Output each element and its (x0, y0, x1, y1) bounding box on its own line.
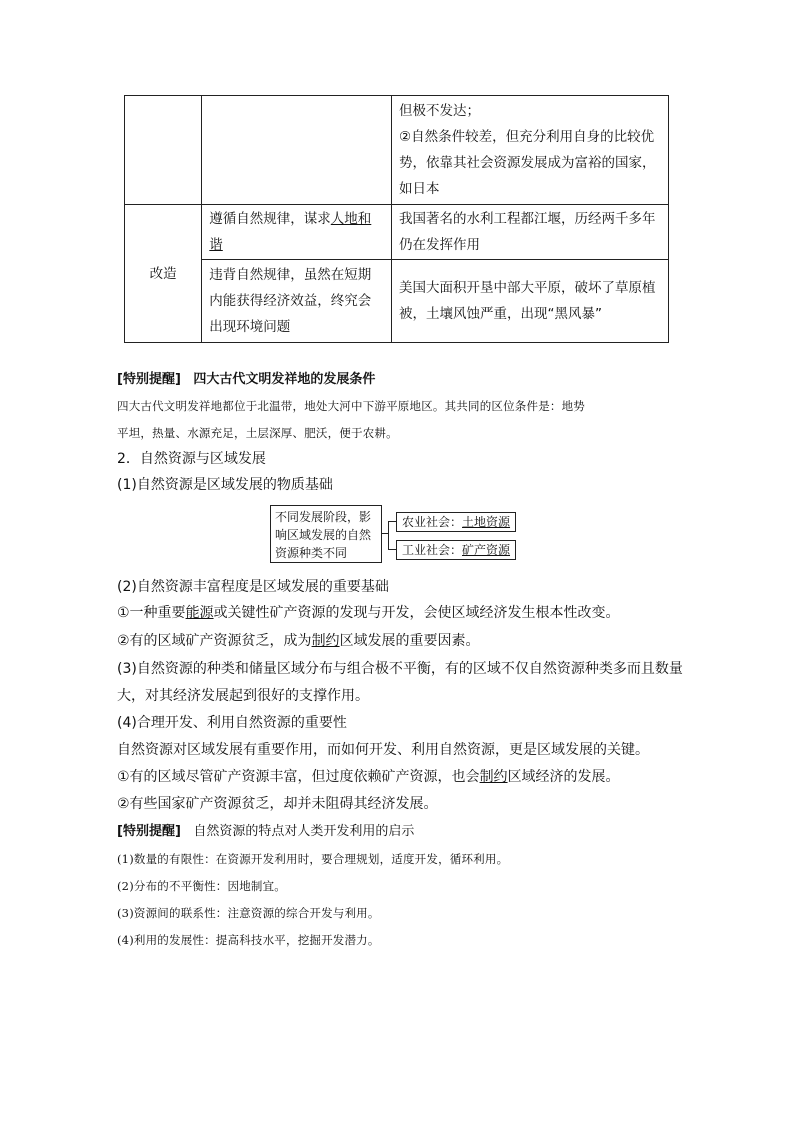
paragraph (117, 603, 620, 623)
cell-line (209, 206, 384, 232)
cell-line: 如日本 (398, 181, 440, 197)
diagram-connector (388, 521, 389, 550)
cell-line: 出现环境问题 (209, 319, 291, 335)
paragraph (117, 631, 480, 651)
diagram-output-box (396, 512, 516, 532)
paragraph: 大，对其经济发展起到很好的支撑作用。 (117, 688, 369, 704)
paragraph (117, 767, 620, 787)
text-span: 或关键性矿产资源的发现与开发，会使区域经济发生根本性改变。 (213, 605, 620, 621)
tip-label: [特别提醒] (117, 372, 181, 387)
cell-line: 势，依靠其社会资源发展成为富裕的国家， (398, 155, 656, 171)
paragraph: (2)自然资源丰富程度是区域发展的重要基础 (117, 579, 389, 595)
cell-text: 遵循自然规律，谋求 (209, 211, 331, 227)
cell-line: 仍在发挥作用 (398, 237, 480, 253)
paragraph: 自然资源对区域发展有重要作用，而如何开发、利用自然资源，更是区域发展的关键。 (117, 742, 649, 758)
cell-line: 但极不发达； (398, 103, 480, 119)
underlined-term: 制约 (311, 633, 340, 649)
table-row (125, 96, 669, 205)
group-label-cell: 改造 (125, 205, 202, 343)
tip-label: [特别提醒] (117, 824, 181, 839)
underlined-term: 人地和 (330, 211, 372, 227)
underlined-term: 矿产资源 (462, 543, 511, 557)
diagram-line: 不同发展阶段，影 (275, 510, 372, 524)
diagram-output-box (396, 540, 516, 560)
table-cell-example (391, 260, 668, 343)
paragraph: (4)合理开发、利用自然资源的重要性 (117, 715, 347, 731)
tip-item: (2)分布的不平衡性：因地制宜。 (117, 879, 286, 893)
text-span: ②有的区域矿产资源贫乏，成为 (117, 633, 312, 649)
diagram-line: 资源种类不同 (275, 546, 348, 560)
tip-text-line: 平坦，热量、水源充足，土层深厚、肥沃，便于农耕。 (117, 426, 398, 440)
table-cell-example (391, 205, 668, 260)
cell-line: 内能获得经济效益，终究会 (209, 293, 372, 309)
diagram-connector (388, 521, 396, 522)
paragraph: (3)自然资源的种类和储量区域分布与组合极不平衡，有的区域不仅自然资源种类多而且数量 (117, 661, 683, 677)
tip2-heading (117, 821, 414, 842)
paragraph: (1)自然资源是区域发展的物质基础 (117, 477, 333, 493)
tip-item: (4)利用的发展性：提高科技水平，挖掘开发潜力。 (117, 933, 380, 947)
text-span: ①一种重要 (117, 605, 186, 621)
diagram-connector (388, 549, 396, 550)
table-cell-empty (202, 96, 392, 205)
underlined-term: 土地资源 (462, 515, 511, 529)
human-nature-table (124, 95, 669, 343)
table-row (125, 260, 669, 343)
underlined-term: 能源 (185, 605, 214, 621)
paragraph: ②有些国家矿产资源贫乏，却并未阻碍其经济发展。 (117, 796, 438, 812)
table-cell-principle (202, 260, 392, 343)
text-span: ①有的区域尽管矿产资源丰富，但过度依赖矿产资源，也会 (117, 769, 480, 785)
tip-text-line: 四大古代文明发祥地都位于北温带，地处大河中下游平原地区。其共同的区位条件是：地势 (117, 399, 585, 413)
diagram-source-box (270, 505, 382, 563)
cell-line: 被，土壤风蚀严重，出现“黑风暴” (398, 306, 602, 322)
tip-title: 自然资源的特点对人类开发利用的启示 (193, 824, 415, 839)
table-cell-example (391, 96, 668, 205)
cell-line: 我国著名的水利工程都江堰，历经两千多年 (398, 211, 656, 227)
tip-item: (3)资源间的联系性：注意资源的综合开发与利用。 (117, 906, 380, 920)
underlined-term: 制约 (479, 769, 508, 785)
underlined-term: 谐 (209, 237, 223, 253)
section-heading: 2．自然资源与区域发展 (117, 451, 266, 467)
table-cell-principle (202, 205, 392, 260)
diagram-line: 响区域发展的自然 (275, 528, 372, 542)
table-row (125, 205, 669, 260)
tip1-heading (117, 369, 375, 390)
cell-line: ②自然条件较差，但充分利用自身的比较优 (398, 129, 655, 145)
table-cell-empty (125, 96, 202, 205)
cell-line: 违背自然规律，虽然在短期 (209, 267, 372, 283)
tip-item: (1)数量的有限性：在资源开发利用时，要合理规划，适度开发，循环利用。 (117, 852, 509, 866)
text-span: 区域经济的发展。 (507, 769, 620, 785)
cell-line: 美国大面积开垦中部大平原，破坏了草原植 (398, 280, 656, 296)
tip-title: 四大古代文明发祥地的发展条件 (193, 372, 376, 387)
text-span: 区域发展的重要因素。 (339, 633, 480, 649)
diagram-text: 农业社会： (402, 515, 463, 529)
diagram-text: 工业社会： (402, 543, 463, 557)
